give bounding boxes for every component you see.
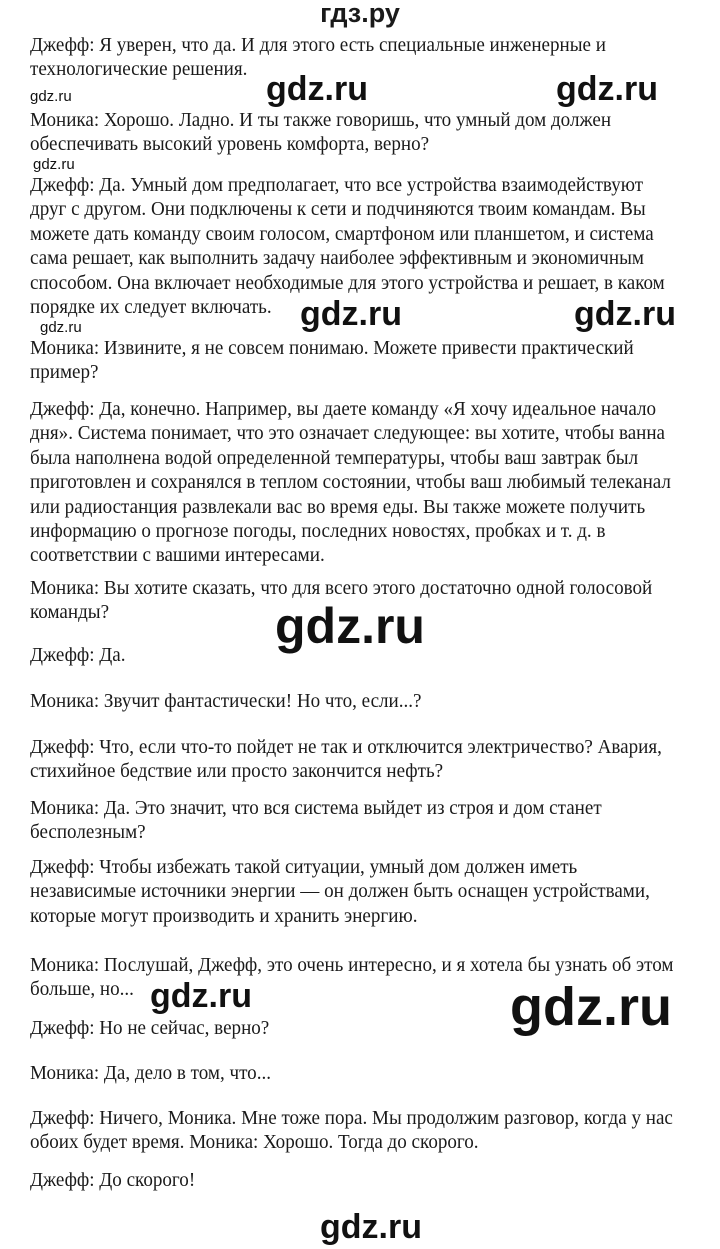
text-line: Джефф: Ничего, Моника. Мне тоже пора. Мы продолжим разговор, когда у нас [30,1107,673,1129]
text-line: Джефф: Но не сейчас, верно? [30,1017,270,1039]
watermark: gdz.ru [266,70,368,108]
watermark: gdz.ru [275,598,425,654]
watermark: gdz.ru [150,977,252,1015]
text-line: или радиостанция развлекали вас во время еды. Вы также можете получить [30,495,646,518]
text-line: Джефф: Что, если что-то пойдет не так и отключится электричество? Авария, [30,736,662,758]
watermark: gdz.ru [574,295,676,333]
text-line: Моника: Звучит фантастически! Но что, если...? [30,690,422,712]
text-line: информацию о прогнозе погоды, последних новостях, пробках и т. д. в [30,520,606,542]
text-line: пример? [30,361,99,384]
text-line: обоих будет время. Моника: Хорошо. Тогда до скорого. [30,1131,479,1154]
text-line: которые могут производить и хранить энергию. [30,904,418,927]
text-line: больше, но... [30,978,134,1001]
watermark: gdz.ru [40,319,82,336]
text-line: независимые источники энергии — он должен быть оснащен устройствами, [30,880,650,903]
text-line: Джефф: Да. Умный дом предполагает, что все устройства взаимодействуют [30,174,644,196]
text-line: соответствии с вашими интересами. [30,544,325,567]
text-line: команды? [30,601,110,624]
text-line: Джефф: Да. [30,644,126,666]
text-line: бесполезным? [30,821,146,844]
watermark: gdz.ru [30,88,72,105]
watermark: gdz.ru [33,156,75,173]
watermark: gdz.ru [320,1208,422,1246]
text-line: сама решает, как выполнить задачу наиболее эффективным и экономичным [30,247,644,270]
text-line: Джефф: Чтобы избежать такой ситуации, умный дом должен иметь [30,856,578,878]
text-line: дня». Система понимает, что это означает следующее: вы хотите, чтобы ванна [30,422,666,445]
site-title: гдз.ру [320,0,400,28]
text-line: Моника: Извините, я не совсем понимаю. Можете привести практический [30,337,634,359]
text-line: стихийное бедствие или просто закончится нефть? [30,760,444,783]
watermark: gdz.ru [556,70,658,108]
text-line: Моника: Да. Это значит, что вся система выйдет из строя и дом станет [30,797,602,819]
text-line: Моника: Да, дело в том, что... [30,1062,272,1084]
text-line: способом. Она включает необходимые для этого устройства и решает, в каком [30,271,665,294]
text-line: друг с другом. Они подключены к сети и подчиняются твоим командам. Вы [30,198,646,221]
text-line: Джефф: Я уверен, что да. И для этого есть специальные инженерные и [30,34,607,56]
watermark: gdz.ru [300,295,402,333]
text-line: можете дать команду своим голосом, смартфоном или планшетом, и система [30,222,654,245]
text-line: была наполнена водой определенной температуры, чтобы ваш завтрак был [30,446,639,469]
text-line: обеспечивать высокий уровень комфорта, верно? [30,133,430,156]
text-line: Джефф: До скорого! [30,1169,196,1191]
text-line: Моника: Послушай, Джефф, это очень интересно, и я хотела бы узнать об этом [30,954,674,976]
text-line: Моника: Хорошо. Ладно. И ты также говоришь, что умный дом должен [30,109,612,131]
text-line: технологические решения. [30,58,248,81]
text-line: приготовлен и сохранялся в теплом состоянии, чтобы ваш любимый телеканал [30,471,671,494]
text-line: Моника: Вы хотите сказать, что для всего этого достаточно одной голосовой [30,577,653,599]
text-line: Джефф: Да, конечно. Например, вы даете команду «Я хочу идеальное начало [30,398,657,420]
watermark: gdz.ru [510,977,672,1037]
text-line: порядке их следует включать. [30,296,272,318]
